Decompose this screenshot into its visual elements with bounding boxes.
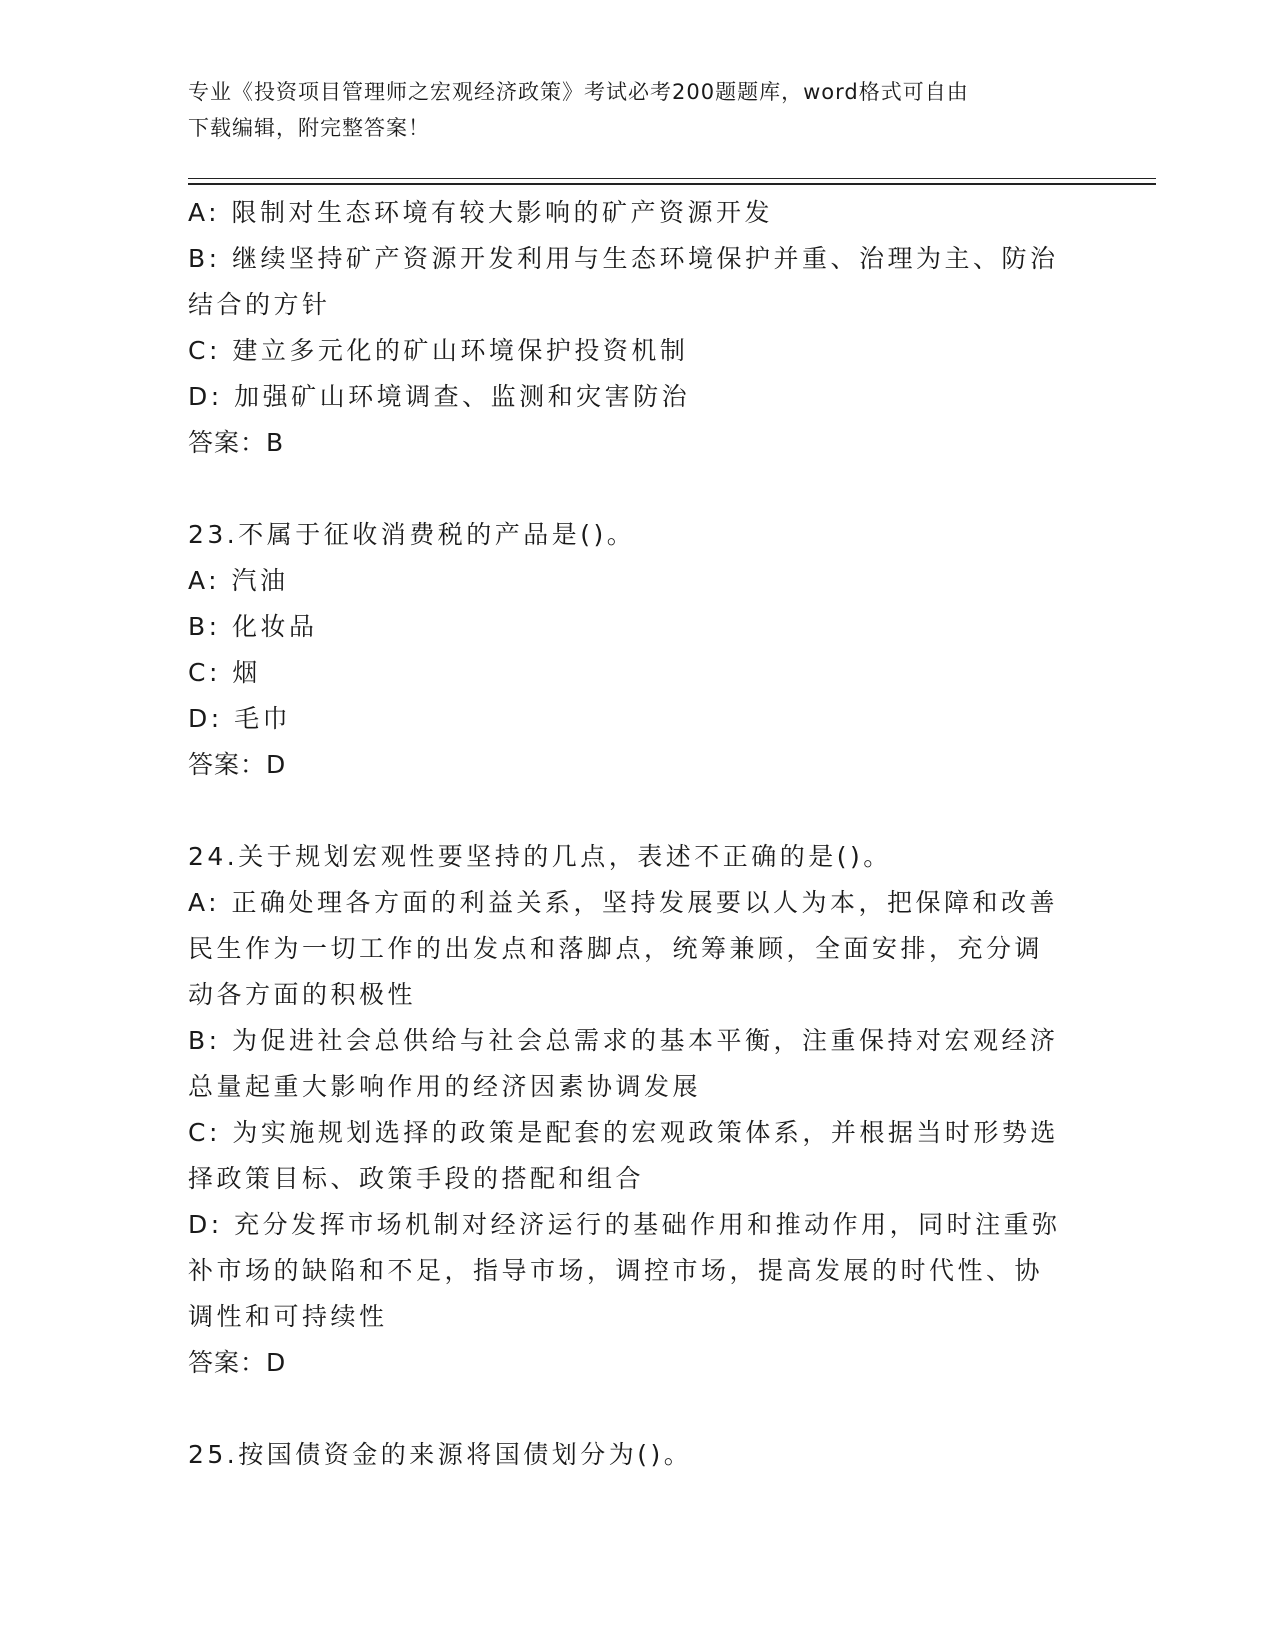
option-a-line-1: A: 正确处理各方面的利益关系，坚持发展要以人为本，把保障和改善 (188, 888, 1059, 917)
option-b-line-2: 总量起重大影响作用的经济因素协调发展 (188, 1072, 702, 1101)
answer: 答案：D (188, 1348, 287, 1377)
question-stem: 23.不属于征收消费税的产品是()。 (188, 520, 636, 549)
answer: 答案：B (188, 428, 285, 457)
option-d-line-3: 调性和可持续性 (188, 1302, 388, 1331)
option-d: D: 加强矿山环境调查、监测和灾害防治 (188, 382, 691, 411)
option-a: A: 汽油 (188, 566, 289, 595)
question-25 (188, 1432, 1088, 1478)
option-b-line-1: B: 继续坚持矿产资源开发利用与生态环境保护并重、治理为主、防治 (188, 244, 1059, 273)
question-stem: 24.关于规划宏观性要坚持的几点，表述不正确的是()。 (188, 842, 892, 871)
option-b: B: 化妆品 (188, 612, 318, 641)
spacer (188, 1386, 1088, 1432)
option-a-line-3: 动各方面的积极性 (188, 980, 417, 1009)
option-d-line-2: 补市场的缺陷和不足，指导市场，调控市场，提高发展的时代性、协 (188, 1256, 1044, 1285)
option-c-line-1: C: 为实施规划选择的政策是配套的宏观政策体系，并根据当时形势选 (188, 1118, 1059, 1147)
header-divider-thin (188, 178, 1156, 179)
header-line-2: 下载编辑，附完整答案！ (188, 116, 430, 140)
option-b-line-1: B: 为促进社会总供给与社会总需求的基本平衡，注重保持对宏观经济 (188, 1026, 1059, 1055)
question-stem: 25.按国债资金的来源将国债划分为()。 (188, 1440, 693, 1469)
answer: 答案：D (188, 750, 287, 779)
header-line-1: 专业《投资项目管理师之宏观经济政策》考试必考200题题库，word格式可自由 (188, 80, 969, 104)
spacer (188, 788, 1088, 834)
option-c-line-2: 择政策目标、政策手段的搭配和组合 (188, 1164, 645, 1193)
option-a: A: 限制对生态环境有较大影响的矿产资源开发 (188, 198, 774, 227)
question-22-options (188, 190, 1088, 466)
option-b-line-2: 结合的方针 (188, 290, 331, 319)
option-c: C: 建立多元化的矿山环境保护投资机制 (188, 336, 689, 365)
option-d: D: 毛巾 (188, 704, 292, 733)
question-24 (188, 834, 1088, 1386)
document-header (188, 74, 1088, 146)
spacer (188, 466, 1088, 512)
option-d-line-1: D: 充分发挥市场机制对经济运行的基础作用和推动作用，同时注重弥 (188, 1210, 1061, 1239)
option-a-line-2: 民生作为一切工作的出发点和落脚点，统筹兼顾，全面安排，充分调 (188, 934, 1044, 963)
header-divider-thick (188, 183, 1156, 185)
question-23 (188, 512, 1088, 788)
option-c: C: 烟 (188, 658, 261, 687)
document-body (188, 190, 1088, 1478)
